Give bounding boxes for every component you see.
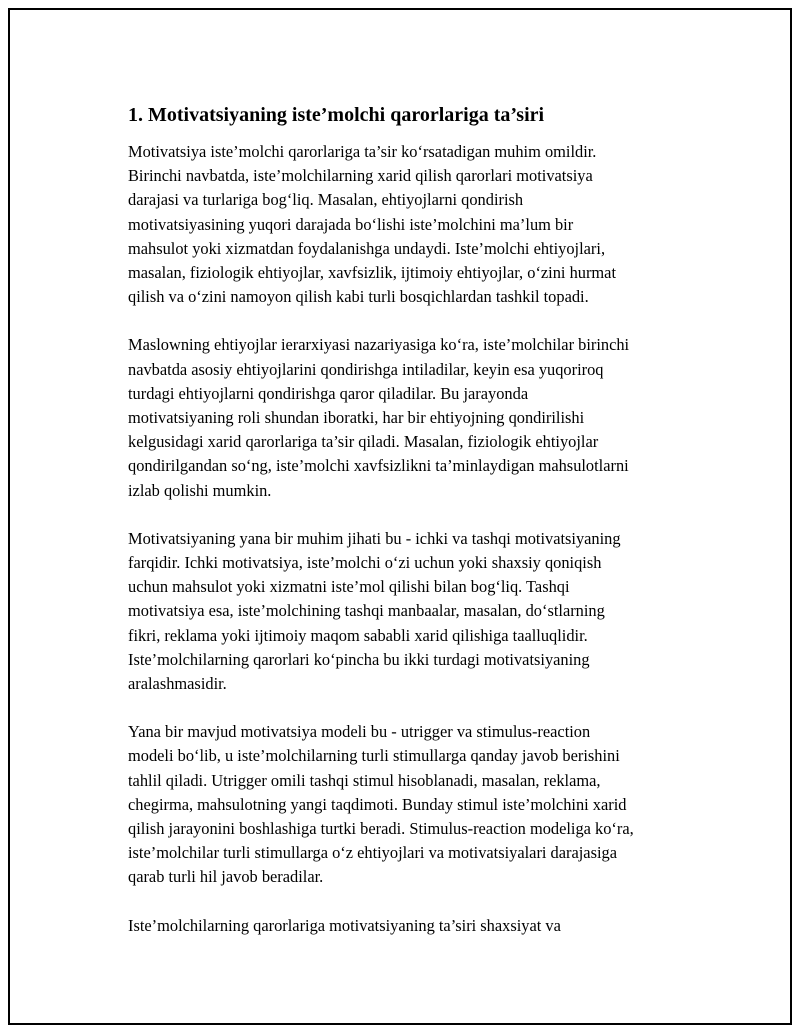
paragraph-1: Motivatsiya iste’molchi qarorlariga ta’sir ko‘rsatadigan muhim omildir. Birinchi navbatda, iste’molchilarning xarid qilish qarorlari motivatsiya darajasi va turlariga bog‘liq. Masalan, ehtiyojlarni qondirish motivatsiyasining yuqori darajada bo‘lishi iste’molchini ma’lum bir mahsulot yoki xizmatdan foydalanishga undaydi. Iste’molchi ehtiyojlari, masalan, fiziologik ehtiyojlar, xavfsizlik, ijtimoiy ehtiyojlar, o‘zini hurmat qilish va o‘zini namoyon qilish kabi turli bosqichlardan tashkil topadi. xyxy=(128,142,617,307)
paragraph-4: Yana bir mavjud motivatsiya modeli bu - utrigger va stimulus-reaction modeli bo‘lib, u iste’molchilarning turli stimullarga qanday javob berishini tahlil qiladi. Utrigger omili tashqi stimul hisoblanadi, masalan, reklama, chegirma, mahsulotning yangi taqdimoti. Bunday stimul iste’molchini xarid qilish jarayonini boshlashiga turtki beradi. Stimulus-reaction modeliga ko‘ra, iste’molchilar turli stimullarga o‘z ehtiyojlari va motivatsiyalari darajasiga qarab turli hil javob beradilar. xyxy=(128,722,634,887)
paragraph-3: Motivatsiyaning yana bir muhim jihati bu - ichki va tashqi motivatsiyaning farqidir. Ichki motivatsiya, iste’molchi o‘zi uchun yoki shaxsiy qoniqish uchun mahsulot yoki xizmatni iste’mol qilishi bilan bog‘liq. Tashqi motivatsiya esa, iste’molchining tashqi manbaalar, masalan, do‘stlarning fikri, reklama yoki ijtimoiy maqom sababli xarid qilishiga taalluqlidir. Iste’molchilarning qarorlari ko‘pincha bu ikki turdagi motivatsiyaning aralashmasidir. xyxy=(128,528,621,694)
section-heading: 1. Motivatsiyaning iste’molchi qarorlariga ta’siri xyxy=(128,104,545,126)
paragraph-5: Iste’molchilarning qarorlariga motivatsiyaning ta’siri shaxsiyat va xyxy=(128,915,561,935)
page-frame xyxy=(8,8,792,1025)
paragraph-2: Maslowning ehtiyojlar ierarxiyasi nazariyasiga ko‘ra, iste’molchilar birinchi navbatda asosiy ehtiyojlarini qondirishga intiladilar, keyin esa yuqoriroq turdagi ehtiyojlarni qondirishga qaror qiladilar. Bu jarayonda motivatsiyaning roli shundan iboratki, har bir ehtiyojning qondirilishi kelgusidagi xarid qarorlariga ta’sir qiladi. Masalan, fiziologik ehtiyojlar qondirilgandan so‘ng, iste’molchi xavfsizlikni ta’minlaydigan mahsulotlarni izlab qolishi mumkin. xyxy=(128,335,630,500)
document-body xyxy=(128,102,708,962)
